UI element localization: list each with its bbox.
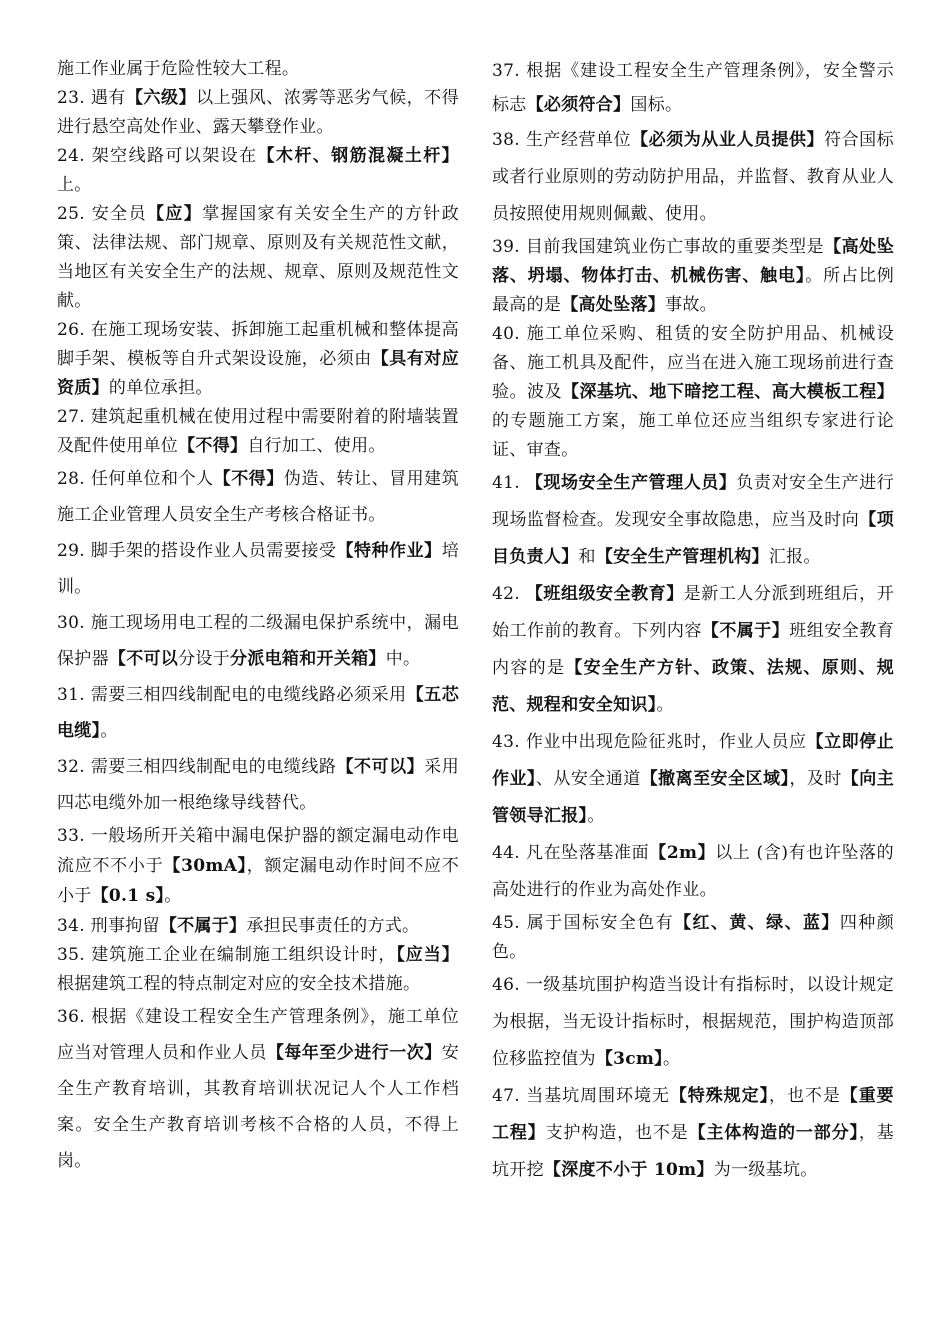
question-text: 上。	[57, 175, 92, 195]
answer-text: 【红、黄、绿、蓝】	[674, 913, 840, 933]
question-text: 41.	[492, 473, 526, 493]
answer-text: 【项目负责人】	[492, 510, 894, 567]
answer-text: 【应当】	[396, 945, 459, 965]
question-item	[492, 576, 894, 724]
answer-text: 【特殊规定】	[669, 1086, 770, 1106]
question-text: 四种颜色。	[492, 913, 894, 962]
answer-text: 【不得】	[178, 436, 248, 456]
question-text: 施工作业属于危险性较大工程。	[57, 59, 300, 79]
answer-text: 【30mA】	[163, 856, 247, 876]
question-text: 承担民事责任的方式。	[246, 916, 420, 936]
question-text: 和	[578, 547, 596, 567]
question-text: 是新工人分派到班组后，开始工作前的教育。下列内容	[492, 584, 895, 641]
question-item	[492, 724, 894, 835]
question-text: 事故。	[665, 295, 717, 315]
question-text: 29. 脚手架的搭设作业人员需要接受	[57, 541, 337, 561]
answer-text: 【不属于】	[159, 916, 247, 936]
answer-text: 【木杆、钢筋混凝土杆】	[257, 146, 459, 166]
answer-text: 【高处坠落】	[561, 295, 666, 315]
question-text: 30. 施工现场用电工程的二级漏电保护系统中，漏电保护器	[57, 613, 459, 669]
answer-text: 【深度不小于 10m】	[543, 1160, 714, 1180]
answer-text: 【撤离至安全区域】	[640, 769, 790, 789]
question-item	[57, 999, 459, 1179]
answer-text: 【五芯电缆】	[57, 685, 459, 741]
question-text: 培训。	[57, 541, 459, 597]
question-item	[57, 605, 459, 677]
question-text: 。	[656, 695, 674, 715]
question-text: 27. 建筑起重机械在使用过程中需要附着的附墙装置及配件使用单位	[57, 407, 459, 456]
question-text: 43. 作业中出现危险征兆时，作业人员应	[492, 732, 807, 752]
question-text: 33. 一般场所开关箱中漏电保护器的额定漏电动作电流应不不小于	[57, 826, 459, 876]
question-item	[492, 233, 894, 320]
question-item	[492, 967, 894, 1078]
question-item	[492, 54, 894, 122]
question-text: 班组安全教育内容的是	[492, 621, 894, 678]
answer-text: 【特种作业】	[336, 541, 442, 561]
question-text: 40. 施工单位采购、租赁的安全防护用品、机械设备、施工机具及配件，应当在进入施工现场前进行查验。波及	[492, 324, 894, 402]
answer-text: 【不得】	[213, 469, 284, 489]
question-item	[57, 941, 459, 999]
question-text: 35. 建筑施工企业在编制施工组织设计时，	[57, 945, 397, 965]
question-text: 伪造、转让、冒用建筑施工企业管理人员安全生产考核合格证书。	[57, 469, 460, 525]
question-text: 的专题施工方案，施工单位还应当组织专家进行论证、审查。	[492, 411, 894, 460]
question-text: 安全生产教育培训，其教育培训状况记人个人工作档案。安全生产教育培训考核不合格的人员，不得上岗。	[57, 1043, 459, 1171]
question-text: ，基坑开挖	[492, 1123, 894, 1180]
question-text: 。	[100, 721, 118, 741]
question-text: 44. 凡在坠落基准面	[492, 843, 650, 863]
answer-text: 【不属于】	[701, 621, 790, 641]
answer-text: 【具有对应资质】	[57, 349, 459, 398]
answer-text: 【现场安全生产管理人员】	[525, 473, 737, 493]
question-item	[492, 122, 894, 233]
answer-text: 【深基坑、地下暗挖工程、高大模板工程】	[561, 382, 895, 402]
question-item	[57, 533, 459, 605]
question-item	[492, 909, 894, 967]
question-text: 39. 目前我国建筑业伤亡事故的重要类型是	[492, 237, 825, 257]
question-text: 采用四芯电缆外加一根绝缘导线替代。	[57, 757, 459, 813]
question-text: 掌握国家有关安全生产的方针政策、法律法规、部门规章、原则及有关规范性文献，当地区有关安全生产的法规、规章、原则及规范性文献。	[57, 204, 460, 311]
answer-text: 【必须为从业人员提供】	[631, 130, 825, 150]
question-item	[57, 54, 459, 84]
question-text: 34. 刑事拘留	[57, 916, 160, 936]
answer-text: 【安全生产方针、政策、法规、原则、规范、规程和安全知识】	[492, 658, 894, 715]
question-text: 。	[587, 806, 605, 826]
question-text: 根据建筑工程的特点制定对应的安全技术措施。	[57, 974, 421, 994]
question-text: 37. 根据《建设工程安全生产管理条例》，安全警示标志	[492, 61, 894, 115]
answer-text: 【不可以	[108, 649, 179, 669]
question-item	[57, 677, 459, 749]
question-text: 38. 生产经营单位	[492, 130, 632, 150]
question-item	[492, 1078, 894, 1189]
question-item	[492, 465, 894, 576]
question-text: 47. 当基坑周围环境无	[492, 1086, 670, 1106]
question-item	[57, 821, 459, 911]
answer-text: 【不可以】	[336, 757, 425, 777]
answer-text: 分派电箱和开关箱】	[230, 649, 386, 669]
question-text: 32. 需要三相四线制配电的电缆线路	[57, 757, 337, 777]
question-text: 中。	[385, 649, 421, 669]
question-text: 、从安全通道	[535, 769, 641, 789]
question-text: 28. 任何单位和个人	[57, 469, 214, 489]
answer-text: 【六级】	[125, 88, 197, 108]
question-text: 汇报。	[768, 547, 821, 567]
question-text: ，及时	[789, 769, 842, 789]
question-text: ，也不是	[769, 1086, 841, 1106]
question-item	[57, 200, 459, 316]
question-text: 分设于	[178, 649, 231, 669]
question-text: ，额定漏电动作时间不应不小于	[57, 856, 459, 906]
question-text: 以上强风、浓雾等恶劣气候，不得进行悬空高处作业、露天攀登作业。	[57, 88, 460, 137]
question-text: 自行加工、使用。	[247, 436, 386, 456]
answer-text: 【主体构造的一部分】	[688, 1123, 859, 1143]
answer-text: 【重要工程】	[492, 1086, 894, 1143]
question-text: 。	[662, 1049, 681, 1069]
question-text: 24. 架空线路可以架设在	[57, 146, 258, 166]
question-text: 国标。	[630, 95, 683, 115]
question-item	[57, 316, 459, 403]
answer-text: 【每年至少进行一次】	[266, 1043, 442, 1063]
answer-text: 【安全生产管理机构】	[595, 547, 769, 567]
question-text: 支护构造，也不是	[545, 1123, 689, 1143]
question-text: 符合国标或者行业原则的劳动防护用品，并监督、教育从业人员按照使用规则佩戴、使用。	[492, 130, 894, 224]
question-text: 42.	[492, 584, 526, 604]
question-item	[492, 835, 894, 909]
question-item	[57, 403, 459, 461]
question-text: 。	[164, 886, 182, 906]
question-item	[57, 911, 459, 941]
right-column	[492, 54, 894, 1189]
question-text: 36. 根据《建设工程安全生产管理条例》，施工单位应当对管理人员和作业人员	[57, 1007, 459, 1063]
question-item	[57, 749, 459, 821]
question-text: 45. 属于国标安全色有	[492, 913, 675, 933]
question-text: 46. 一级基坑围护构造当设计有指标时，以设计规定为根据，当无设计指标时，根据规范，围护构造顶部位移监控值为	[492, 975, 894, 1069]
question-text: 为一级基坑。	[713, 1160, 818, 1180]
question-text: 23. 遇有	[57, 88, 126, 108]
question-text: 26. 在施工现场安装、拆卸施工起重机械和整体提高脚手架、模板等自升式架设设施，必须由	[57, 320, 459, 369]
answer-text: 【向主管领导汇报】	[492, 769, 895, 826]
question-text: 31. 需要三相四线制配电的电缆线路必须采用	[57, 685, 407, 705]
answer-text: 【2m】	[649, 843, 716, 863]
question-text: 负责对安全生产进行现场监督检查。发现安全事故隐患，应当及时向	[492, 473, 894, 530]
question-text: 。所占比例最高的是	[492, 266, 894, 315]
answer-text: 【高处坠落、坍塌、物体打击、机械伤害、触电】	[492, 237, 894, 286]
answer-text: 【班组级安全教育】	[525, 584, 684, 604]
left-column	[57, 54, 459, 1179]
question-item	[492, 320, 894, 465]
question-text: 以上 (含)有也许坠落的高处进行的作业为高处作业。	[492, 843, 894, 900]
answer-text: 【0.1 s】	[91, 886, 165, 906]
answer-text: 【3cm】	[595, 1049, 663, 1069]
answer-text: 【必须符合】	[526, 95, 631, 115]
question-item	[57, 461, 459, 533]
answer-text: 【应】	[147, 204, 203, 224]
answer-text: 【立即停止作业】	[492, 732, 894, 789]
question-item	[57, 84, 459, 142]
question-text: 的单位承担。	[108, 378, 213, 398]
question-text: 25. 安全员	[57, 204, 148, 224]
question-item	[57, 142, 459, 200]
